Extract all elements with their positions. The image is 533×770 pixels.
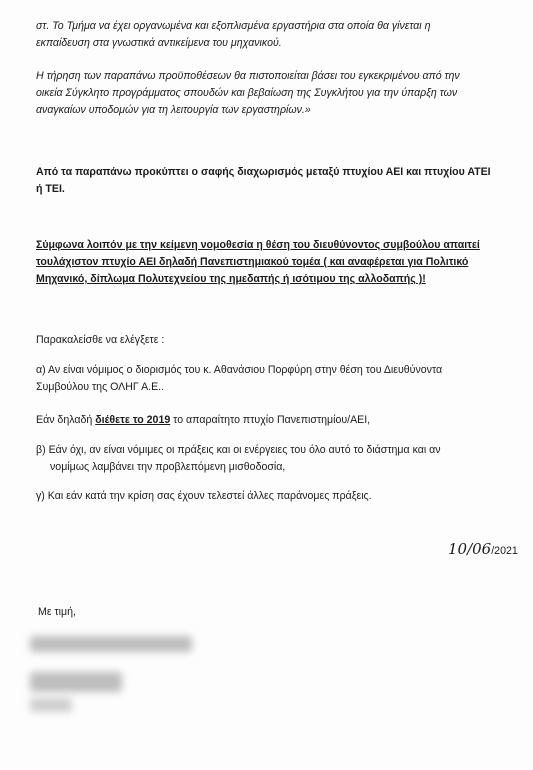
text-line: αναγκαίων υποδομών για τη λειτουργία των εργαστηρίων.» [36, 104, 311, 116]
text-line: στ. Το Τμήμα να έχει οργανωμένα και εξοπλισμένα εργαστήρια στα οποία θα γίνεται η [36, 20, 431, 32]
text-line: τουλάχιστον πτυχίο ΑΕΙ δηλαδή Πανεπιστημιακού τομέα ( και αναφέρεται για Πολιτικό [36, 256, 469, 268]
text-line: Σύμφωνα λοιπόν με την κείμενη νομοθεσία η θέση του διευθύνοντος συμβούλου απαιτεί [36, 239, 480, 251]
paragraph-certification [36, 68, 506, 119]
paragraph-laboratories [36, 18, 506, 52]
date-year: /2021 [491, 545, 518, 557]
document-date [448, 540, 518, 558]
text-line: α) Αν είναι νόμιμος ο διορισμός του κ. Αθανάσιου Πορφύρη στην θέση του Διευθύνοντα [36, 364, 443, 376]
item-b [36, 442, 506, 476]
text-line: εκπαίδευση στα γνωστικά αντικείμενα του μηχανικού. [36, 37, 282, 49]
text-line: Μηχανικό, δίπλωμα Πολυτεχνείου της ημεδαπής ή ισότιμου της αλλοδαπής )! [36, 273, 426, 285]
paragraph-legislation [36, 237, 506, 288]
text-line: γ) Και εάν κατά την κρίση σας έχουν τελεστεί άλλες παράνομες πράξεις. [36, 490, 372, 502]
text-line: νομίμως λαμβάνει την προβλεπόμενη μισθοδοσία, [50, 461, 286, 473]
text-line [36, 412, 506, 429]
closing [38, 604, 508, 621]
item-c [36, 488, 506, 505]
date-handwritten: 10/06 [448, 540, 492, 558]
text-line: Συμβούλου της ΟΛΗΓ Α.Ε.. [36, 381, 165, 393]
request-heading [36, 332, 506, 349]
paragraph-distinction [36, 164, 506, 198]
followup-prefix: Εάν δηλαδή [36, 414, 96, 426]
item-a-followup [36, 412, 506, 429]
text-line: Παρακαλείσθε να ελέγξετε : [36, 334, 165, 346]
text-line: β) Εάν όχι, αν είναι νόμιμες οι πράξεις και οι ενέργειες του όλο αυτό το διάστημα και αν [36, 444, 441, 456]
followup-emphasis: διέθετε το 2019 [95, 414, 171, 426]
text-line: οικεία Σύγκλητο προγράμματος σπουδών και βεβαίωση της Συγκλήτου για την ύπαρξη των [36, 87, 458, 99]
item-a [36, 362, 506, 396]
redacted-signature-name [30, 636, 192, 652]
text-line: ή ΤΕΙ. [36, 183, 65, 195]
text-line: Από τα παραπάνω προκύπτει ο σαφής διαχωρισμός μεταξύ πτυχίου ΑΕΙ και πτυχίου ΑΤΕΙ [36, 166, 491, 178]
text-line: Με τιμή, [38, 606, 76, 618]
followup-suffix: το απαραίτητο πτυχίο Πανεπιστημίου/ΑΕΙ, [170, 414, 371, 426]
text-line: Η τήρηση των παραπάνω προϋποθέσεων θα πιστοποιείται βάσει του εγκεκριμένου από την [36, 70, 460, 82]
redacted-signature-mark [30, 672, 122, 692]
redacted-signature-mark-tail [30, 698, 72, 712]
